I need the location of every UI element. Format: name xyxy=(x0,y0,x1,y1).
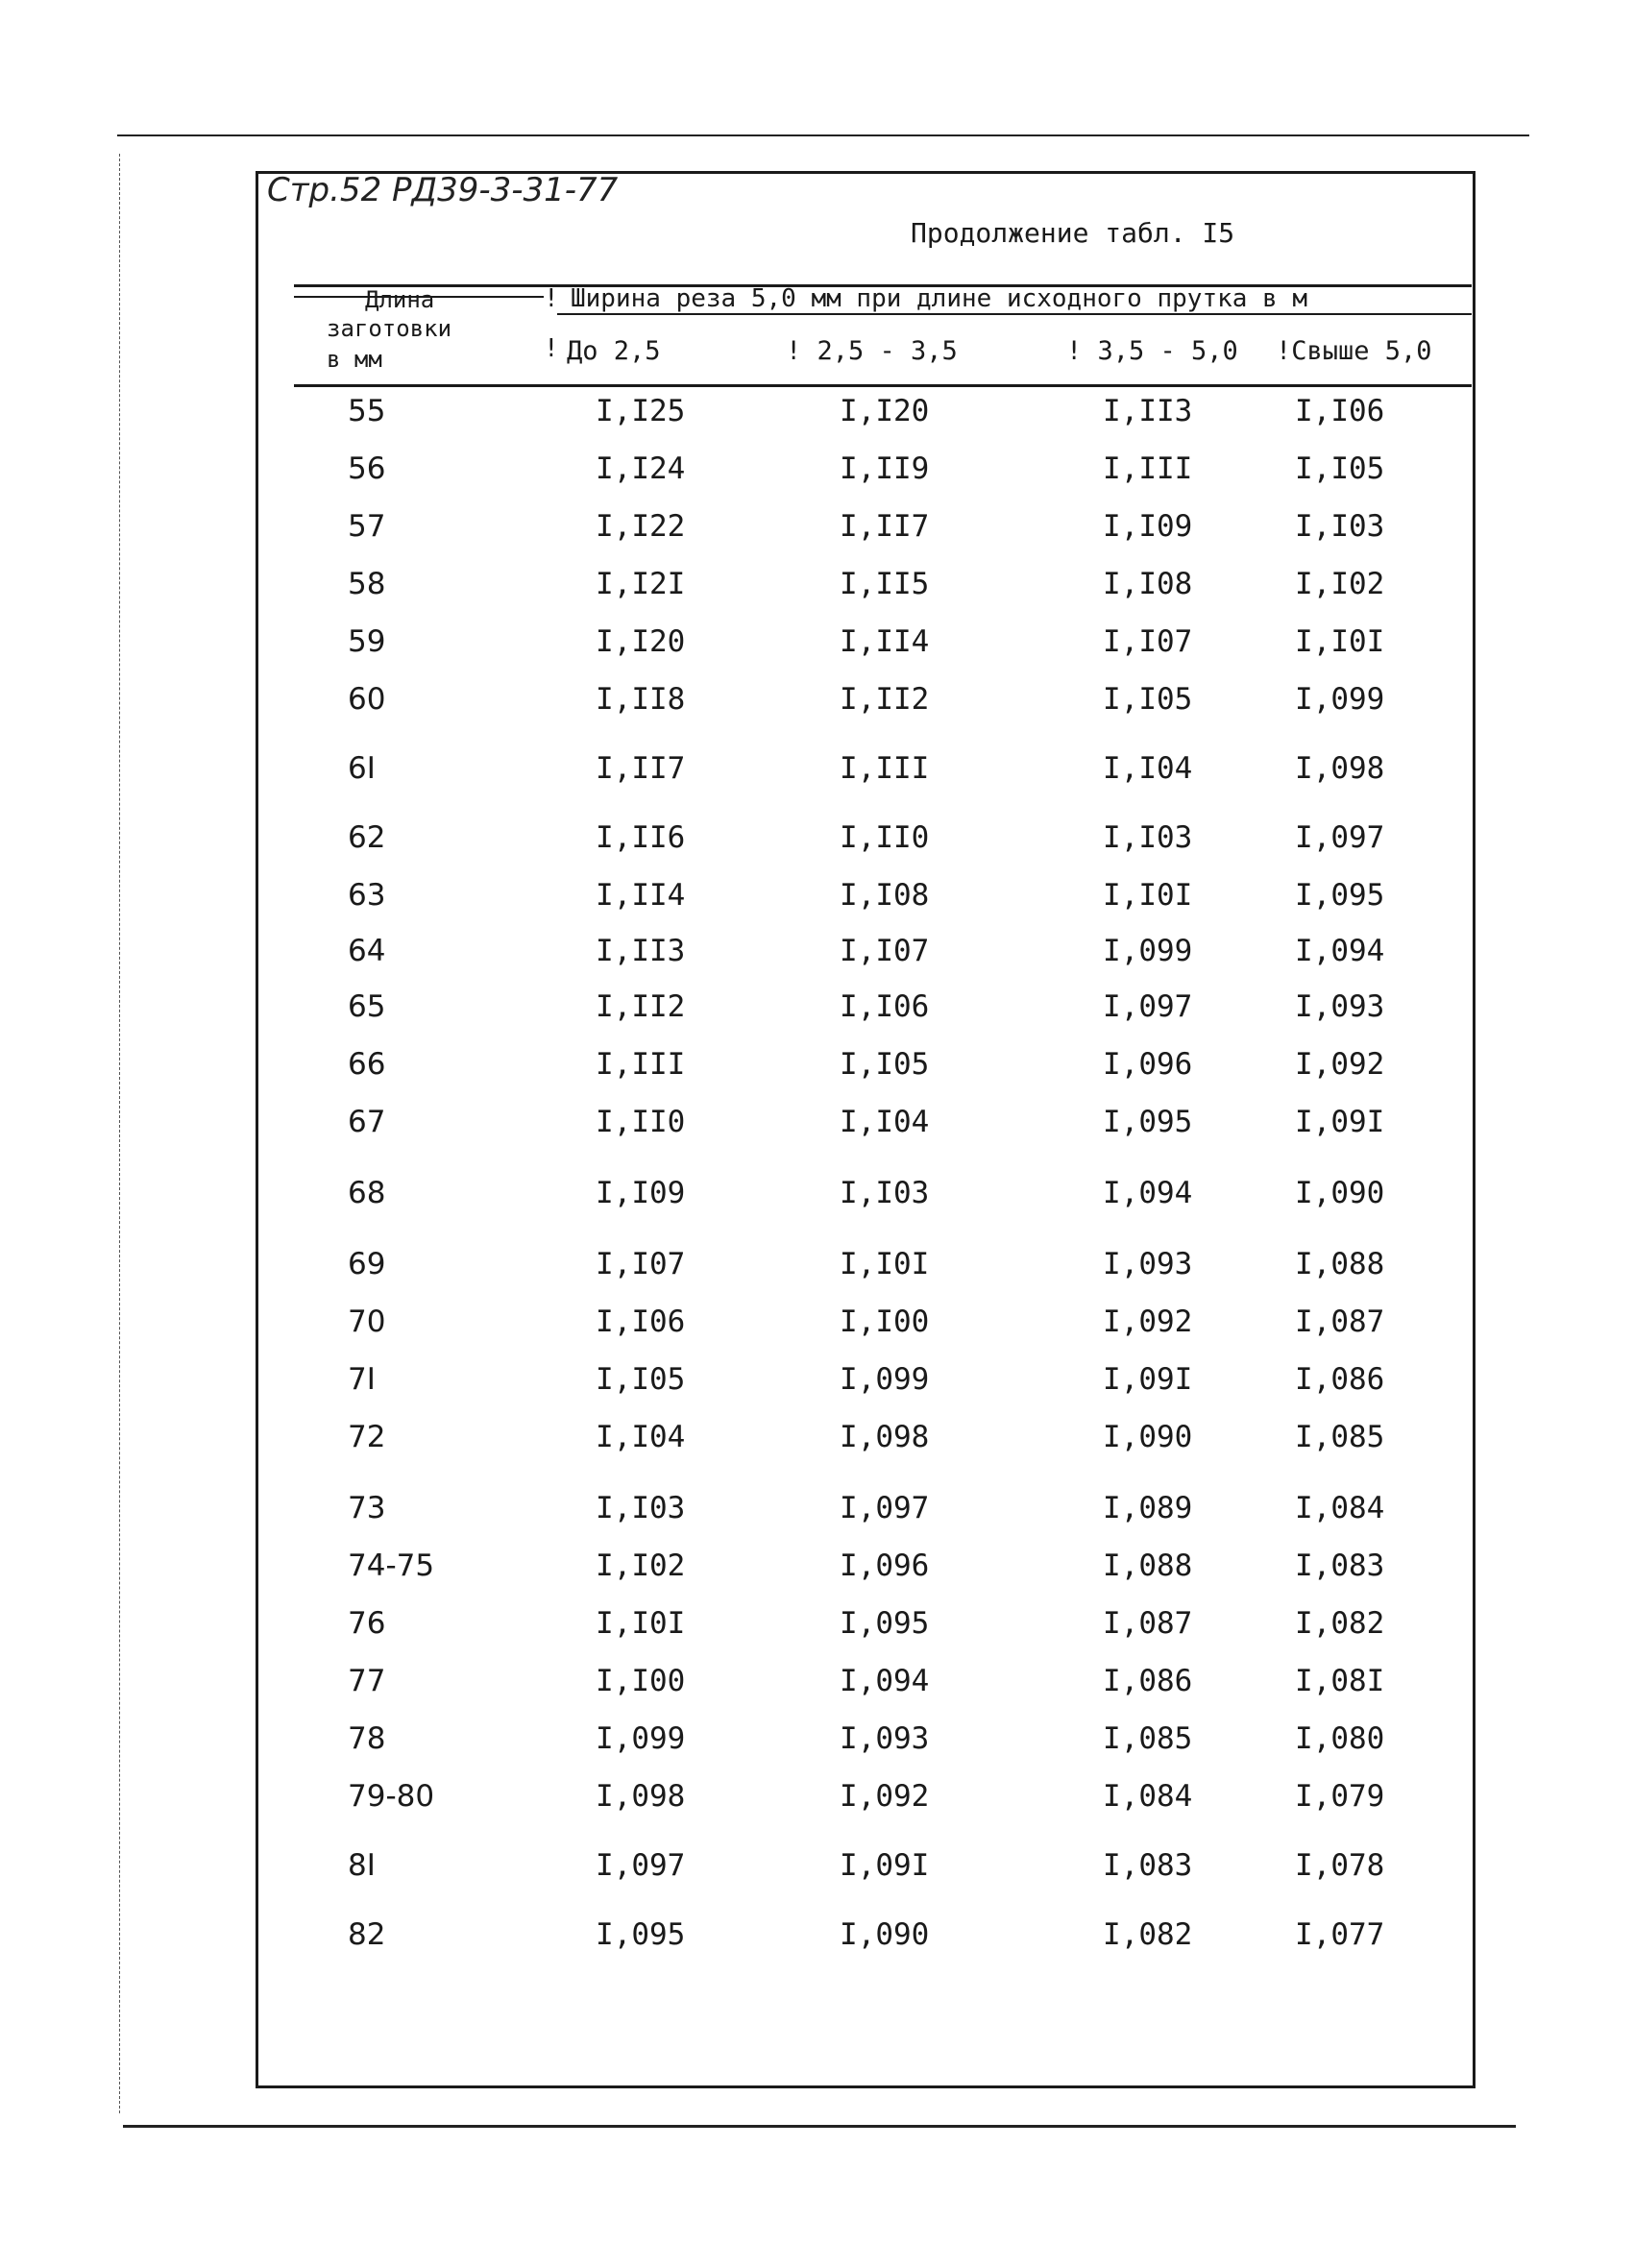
header-span-rule xyxy=(557,313,1472,315)
cell-length: 82 xyxy=(348,1917,386,1952)
cell-2-5-to-3-5: I,III xyxy=(840,751,930,786)
cell-upto-2-5: I,I00 xyxy=(596,1664,686,1698)
cell-over-5-0: I,I02 xyxy=(1295,567,1385,601)
cell-over-5-0: I,09I xyxy=(1295,1105,1385,1139)
cell-length: 7I xyxy=(348,1362,376,1397)
cell-over-5-0: I,094 xyxy=(1295,934,1385,968)
cell-3-5-to-5-0: I,09I xyxy=(1103,1362,1193,1397)
cell-over-5-0: I,095 xyxy=(1295,878,1385,913)
header-span-label: Ширина реза 5,0 мм при длине исходного прутка в м xyxy=(571,284,1308,313)
cell-upto-2-5: I,I02 xyxy=(596,1549,686,1583)
cell-length: 69 xyxy=(348,1247,386,1281)
cell-2-5-to-3-5: I,098 xyxy=(840,1420,930,1454)
cell-3-5-to-5-0: I,094 xyxy=(1103,1176,1193,1210)
cell-length: 64 xyxy=(348,934,386,968)
cell-upto-2-5: I,I03 xyxy=(596,1491,686,1525)
cell-over-5-0: I,088 xyxy=(1295,1247,1385,1281)
cell-upto-2-5: I,II7 xyxy=(596,751,686,786)
cell-3-5-to-5-0: I,I04 xyxy=(1103,751,1193,786)
cell-length: 63 xyxy=(348,878,386,913)
table-row xyxy=(0,509,1634,567)
table-row xyxy=(0,878,1634,936)
header-length-line2: заготовки xyxy=(327,315,452,342)
cell-2-5-to-3-5: I,I08 xyxy=(840,878,930,913)
table-row xyxy=(0,820,1634,878)
cell-over-5-0: I,I06 xyxy=(1295,394,1385,428)
table-row xyxy=(0,1779,1634,1837)
cell-over-5-0: I,090 xyxy=(1295,1176,1385,1210)
cell-2-5-to-3-5: I,095 xyxy=(840,1606,930,1641)
cell-over-5-0: I,079 xyxy=(1295,1779,1385,1814)
table-row xyxy=(0,1848,1634,1906)
cell-upto-2-5: I,095 xyxy=(596,1917,686,1952)
cell-upto-2-5: I,I07 xyxy=(596,1247,686,1281)
cell-length: 79-80 xyxy=(348,1779,435,1814)
cell-upto-2-5: I,097 xyxy=(596,1848,686,1883)
cell-2-5-to-3-5: I,097 xyxy=(840,1491,930,1525)
cell-upto-2-5: I,I22 xyxy=(596,509,686,544)
cell-3-5-to-5-0: I,087 xyxy=(1103,1606,1193,1641)
header-subcol-1: До 2,5 xyxy=(567,336,661,366)
cell-2-5-to-3-5: I,I0I xyxy=(840,1247,930,1281)
table-row xyxy=(0,682,1634,740)
cell-upto-2-5: I,I20 xyxy=(596,624,686,659)
cell-upto-2-5: I,II0 xyxy=(596,1105,686,1139)
cell-over-5-0: I,08I xyxy=(1295,1664,1385,1698)
cell-3-5-to-5-0: I,I05 xyxy=(1103,682,1193,717)
table-caption: Продолжение табл. I5 xyxy=(911,217,1235,249)
table-row xyxy=(0,1247,1634,1305)
table-row xyxy=(0,1176,1634,1233)
table-row xyxy=(0,1305,1634,1362)
table-row xyxy=(0,989,1634,1047)
cell-2-5-to-3-5: I,II9 xyxy=(840,451,930,486)
cell-2-5-to-3-5: I,II4 xyxy=(840,624,930,659)
table-row xyxy=(0,451,1634,509)
cell-over-5-0: I,084 xyxy=(1295,1491,1385,1525)
cell-3-5-to-5-0: I,097 xyxy=(1103,989,1193,1024)
cell-2-5-to-3-5: I,I05 xyxy=(840,1047,930,1082)
cell-over-5-0: I,078 xyxy=(1295,1848,1385,1883)
cell-upto-2-5: I,098 xyxy=(596,1779,686,1814)
cell-upto-2-5: I,I25 xyxy=(596,394,686,428)
cell-3-5-to-5-0: I,I09 xyxy=(1103,509,1193,544)
cell-3-5-to-5-0: I,083 xyxy=(1103,1848,1193,1883)
table-row xyxy=(0,1362,1634,1420)
cell-3-5-to-5-0: I,II3 xyxy=(1103,394,1193,428)
table-row xyxy=(0,1105,1634,1162)
cell-length: 55 xyxy=(348,394,386,428)
cell-3-5-to-5-0: I,I03 xyxy=(1103,820,1193,855)
cell-length: 58 xyxy=(348,567,386,601)
cell-upto-2-5: I,II3 xyxy=(596,934,686,968)
table-row xyxy=(0,1491,1634,1549)
cell-3-5-to-5-0: I,I0I xyxy=(1103,878,1193,913)
cell-2-5-to-3-5: I,I07 xyxy=(840,934,930,968)
cell-2-5-to-3-5: I,II2 xyxy=(840,682,930,717)
cell-over-5-0: I,086 xyxy=(1295,1362,1385,1397)
header-bar-mark-bottom: ! xyxy=(544,334,559,363)
cell-2-5-to-3-5: I,092 xyxy=(840,1779,930,1814)
cell-3-5-to-5-0: I,096 xyxy=(1103,1047,1193,1082)
cell-2-5-to-3-5: I,I20 xyxy=(840,394,930,428)
cell-3-5-to-5-0: I,093 xyxy=(1103,1247,1193,1281)
cell-3-5-to-5-0: I,III xyxy=(1103,451,1193,486)
cell-3-5-to-5-0: I,089 xyxy=(1103,1491,1193,1525)
cell-length: 56 xyxy=(348,451,386,486)
table-row xyxy=(0,1917,1634,1975)
cell-length: 59 xyxy=(348,624,386,659)
cell-over-5-0: I,092 xyxy=(1295,1047,1385,1082)
cell-upto-2-5: I,099 xyxy=(596,1721,686,1756)
cell-length: 78 xyxy=(348,1721,386,1756)
cell-length: 67 xyxy=(348,1105,386,1139)
cell-upto-2-5: I,I24 xyxy=(596,451,686,486)
header-length-line1: Длина xyxy=(365,286,435,313)
cell-length: 66 xyxy=(348,1047,386,1082)
cell-3-5-to-5-0: I,084 xyxy=(1103,1779,1193,1814)
cell-upto-2-5: I,I09 xyxy=(596,1176,686,1210)
cell-upto-2-5: I,I2I xyxy=(596,567,686,601)
cell-over-5-0: I,085 xyxy=(1295,1420,1385,1454)
cell-length: 57 xyxy=(348,509,386,544)
page-bottom-rule xyxy=(123,2125,1516,2128)
table-row xyxy=(0,1420,1634,1477)
cell-2-5-to-3-5: I,II7 xyxy=(840,509,930,544)
header-subcol-4: !Свыше 5,0 xyxy=(1276,336,1432,366)
cell-upto-2-5: I,I05 xyxy=(596,1362,686,1397)
table-row xyxy=(0,1549,1634,1606)
cell-length: 70 xyxy=(348,1305,386,1339)
cell-2-5-to-3-5: I,090 xyxy=(840,1917,930,1952)
table-row xyxy=(0,1664,1634,1721)
cell-over-5-0: I,I05 xyxy=(1295,451,1385,486)
cell-2-5-to-3-5: I,II5 xyxy=(840,567,930,601)
cell-length: 8I xyxy=(348,1848,376,1883)
table-row xyxy=(0,567,1634,624)
cell-over-5-0: I,I0I xyxy=(1295,624,1385,659)
cell-3-5-to-5-0: I,092 xyxy=(1103,1305,1193,1339)
cell-length: 72 xyxy=(348,1420,386,1454)
cell-over-5-0: I,083 xyxy=(1295,1549,1385,1583)
cell-over-5-0: I,098 xyxy=(1295,751,1385,786)
cell-length: 60 xyxy=(348,682,386,717)
header-length-line3: в мм xyxy=(327,346,382,373)
cell-upto-2-5: I,II4 xyxy=(596,878,686,913)
cell-2-5-to-3-5: I,094 xyxy=(840,1664,930,1698)
cell-length: 62 xyxy=(348,820,386,855)
table-row xyxy=(0,934,1634,991)
cell-upto-2-5: I,III xyxy=(596,1047,686,1082)
cell-3-5-to-5-0: I,I07 xyxy=(1103,624,1193,659)
cell-length: 65 xyxy=(348,989,386,1024)
cell-over-5-0: I,082 xyxy=(1295,1606,1385,1641)
cell-length: 6I xyxy=(348,751,376,786)
cell-length: 73 xyxy=(348,1491,386,1525)
cell-3-5-to-5-0: I,082 xyxy=(1103,1917,1193,1952)
cell-3-5-to-5-0: I,099 xyxy=(1103,934,1193,968)
table-row xyxy=(0,624,1634,682)
cell-over-5-0: I,093 xyxy=(1295,989,1385,1024)
cell-3-5-to-5-0: I,088 xyxy=(1103,1549,1193,1583)
cell-upto-2-5: I,II8 xyxy=(596,682,686,717)
header-subcol-3: ! 3,5 - 5,0 xyxy=(1066,336,1238,366)
header-subcol-2: ! 2,5 - 3,5 xyxy=(786,336,958,366)
cell-upto-2-5: I,II6 xyxy=(596,820,686,855)
cell-3-5-to-5-0: I,086 xyxy=(1103,1664,1193,1698)
cell-3-5-to-5-0: I,095 xyxy=(1103,1105,1193,1139)
cell-2-5-to-3-5: I,09I xyxy=(840,1848,930,1883)
cell-2-5-to-3-5: I,II0 xyxy=(840,820,930,855)
cell-2-5-to-3-5: I,099 xyxy=(840,1362,930,1397)
table-row xyxy=(0,394,1634,451)
cell-over-5-0: I,I03 xyxy=(1295,509,1385,544)
cell-length: 74-75 xyxy=(348,1549,435,1583)
cell-2-5-to-3-5: I,I03 xyxy=(840,1176,930,1210)
header-bottom-rule xyxy=(294,384,1472,387)
cell-2-5-to-3-5: I,I00 xyxy=(840,1305,930,1339)
table-row xyxy=(0,1721,1634,1779)
cell-over-5-0: I,099 xyxy=(1295,682,1385,717)
table-row xyxy=(0,1606,1634,1664)
table-row xyxy=(0,1047,1634,1105)
cell-length: 77 xyxy=(348,1664,386,1698)
cell-2-5-to-3-5: I,I04 xyxy=(840,1105,930,1139)
cell-upto-2-5: I,II2 xyxy=(596,989,686,1024)
cell-over-5-0: I,087 xyxy=(1295,1305,1385,1339)
cell-2-5-to-3-5: I,I06 xyxy=(840,989,930,1024)
cell-3-5-to-5-0: I,085 xyxy=(1103,1721,1193,1756)
cell-upto-2-5: I,I06 xyxy=(596,1305,686,1339)
cell-length: 68 xyxy=(348,1176,386,1210)
cell-over-5-0: I,080 xyxy=(1295,1721,1385,1756)
table-row xyxy=(0,751,1634,809)
cell-2-5-to-3-5: I,096 xyxy=(840,1549,930,1583)
page-top-rule xyxy=(117,134,1529,136)
cell-length: 76 xyxy=(348,1606,386,1641)
page-stamp: Стр.52 РД39-3-31-77 xyxy=(267,171,619,209)
cell-3-5-to-5-0: I,I08 xyxy=(1103,567,1193,601)
header-bar-mark-top: ! xyxy=(544,284,559,313)
cell-over-5-0: I,097 xyxy=(1295,820,1385,855)
cell-2-5-to-3-5: I,093 xyxy=(840,1721,930,1756)
cell-upto-2-5: I,I0I xyxy=(596,1606,686,1641)
cell-3-5-to-5-0: I,090 xyxy=(1103,1420,1193,1454)
cell-over-5-0: I,077 xyxy=(1295,1917,1385,1952)
cell-upto-2-5: I,I04 xyxy=(596,1420,686,1454)
